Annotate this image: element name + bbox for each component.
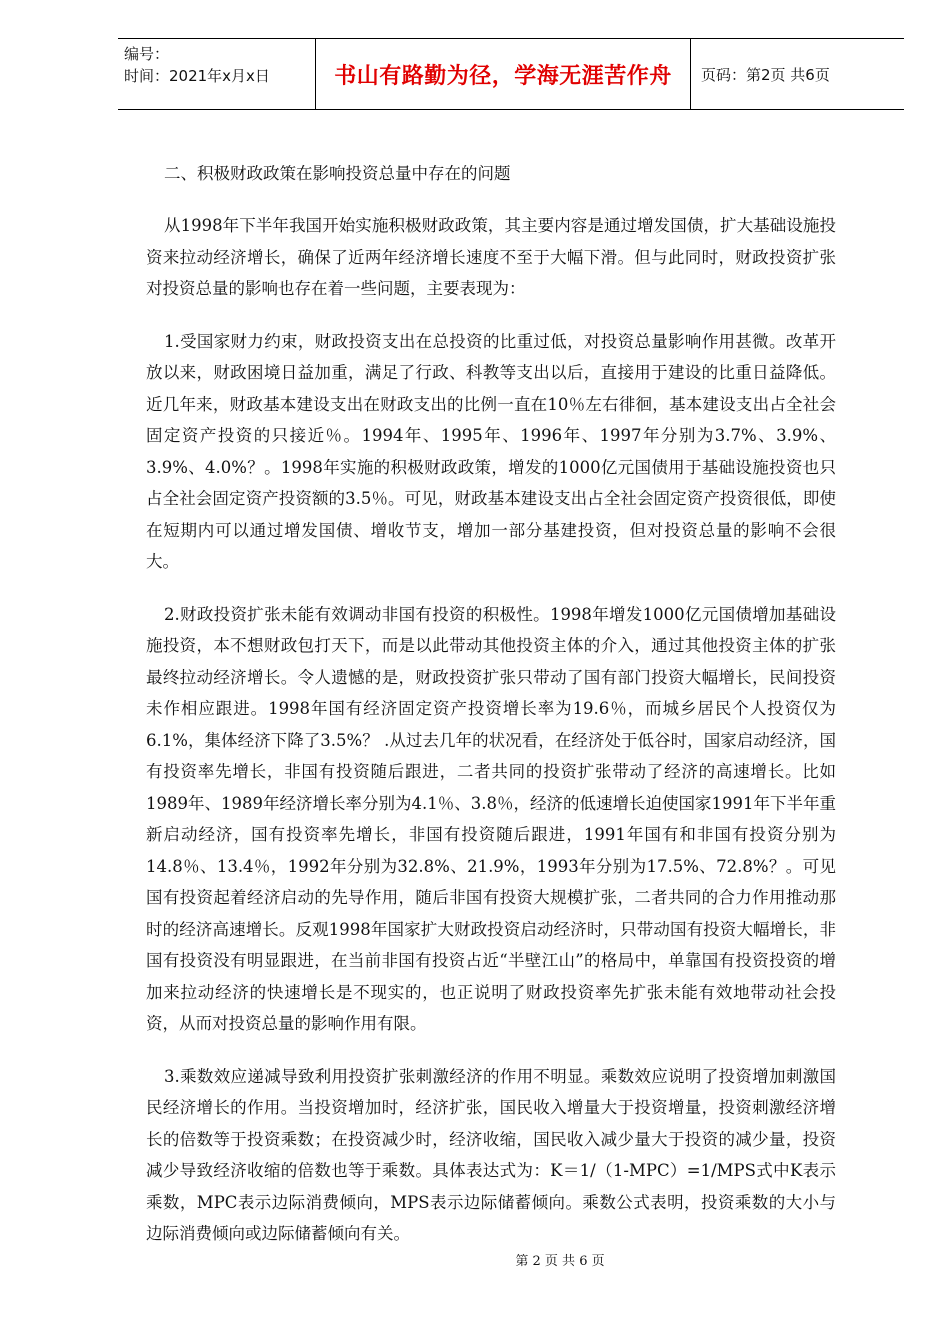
page-footer: 第 2 页 共 6 页 (515, 1254, 605, 1269)
page-header (118, 38, 904, 110)
header-motto-cell (316, 39, 691, 109)
paragraph-point-1: 1.受国家财力约束，财政投资支出在总投资的比重过低，对投资总量影响作用甚微。改革开放以来，财政困境日益加重，满足了行政、科教等支出以后，直接用于建设的比重日益降低。近几年来，财政基本建设支出在财政支出的比例一直在10％左右徘徊，基本建设支出占全社会固定资产投资的只接近％。1994年、1995年、1996年、1997年分别为3.7%、3.9%、3.9%、4.0%？。1998年实施的积极财政政策，增发的1000亿元国债用于基础设施投资也只占全社会固定资产投资额的3.5％。可见，财政基本建设支出占全社会固定资产投资很低，即使在短期内可以通过增发国债、增收节支，增加一部分基建投资，但对投资总量的影响不会很大。 (146, 331, 836, 571)
header-motto: 书山有路勤为径，学海无涯苦作舟 (334, 63, 672, 89)
paragraph-point-2: 2.财政投资扩张未能有效调动非国有投资的积极性。1998年增发1000亿元国债增加基础设施投资，本不想财政包打天下，而是以此带动其他投资主体的介入，通过其他投资主体的扩张最终拉动经济增长。令人遗憾的是，财政投资扩张只带动了国有部门投资大幅增长，民间投资未作相应跟进。1998年国有经济固定资产投资增长率为19.6％，而城乡居民个人投资仅为6.1%，集体经济下降了3.5%？ .从过去几年的状况看，在经济处于低谷时，国家启动经济，国有投资率先增长，非国有投资随后跟进，二者共同的投资扩张带动了经济的高速增长。比如1989年、1989年经济增长率分别为4.1％、3.8％，经济的低速增长迫使国家1991年下半年重新启动经济，国有投资率先增长，非国有投资随后跟进，1991年国有和非国有投资分别为14.8％、13.4％，1992年分别为32.8%、21.9%，1993年分别为17.5%、72.8%？。可见国有投资起着经济启动的先导作用，随后非国有投资大规模扩张，二者共同的合力作用推动那时的经济高速增长。反观1998年国家扩大财政投资启动经济时，只带动国有投资大幅增长，非国有投资没有明显跟进，在当前非国有投资占近“半壁江山”的格局中，单靠国有投资投资的增加来拉动经济的快速增长是不现实的，也正说明了财政投资率先扩张未能有效地带动社会投资，从而对投资总量的影响作用有限。 (146, 604, 836, 1033)
paragraph-intro: 从1998年下半年我国开始实施积极财政政策，其主要内容是通过增发国债，扩大基础设施投资来拉动经济增长，确保了近两年经济增长速度不至于大幅下滑。但与此同时，财政投资扩张对投资总量的影响也存在着一些问题，主要表现为： (146, 216, 836, 298)
document-body (146, 158, 836, 1271)
paragraph-point-3: 3.乘数效应递减导致利用投资扩张刺激经济的作用不明显。乘数效应说明了投资增加刺激国民经济增长的作用。当投资增加时，经济扩张，国民收入增量大于投资增量，投资刺激经济增长的倍数等于投资乘数；在投资减少时，经济收缩，国民收入减少量大于投资的减少量，投资减少导致经济收缩的倍数也等于乘数。具体表达式为：K＝1/（1-MPC）=1/MPS式中K表示乘数，MPC表示边际消费倾向，MPS表示边际储蓄倾向。乘数公式表明，投资乘数的大小与边际消费倾向或边际储蓄倾向有关。 (146, 1066, 836, 1243)
section-heading: 二、积极财政政策在影响投资总量中存在的问题 (164, 164, 511, 183)
document-time-label: 时间：2021年x月x日 (124, 67, 270, 85)
header-page-info-cell (691, 39, 904, 109)
header-page-info: 页码：第2页 共6页 (701, 65, 830, 84)
header-meta (118, 39, 316, 109)
document-number-label: 编号： (124, 45, 170, 63)
